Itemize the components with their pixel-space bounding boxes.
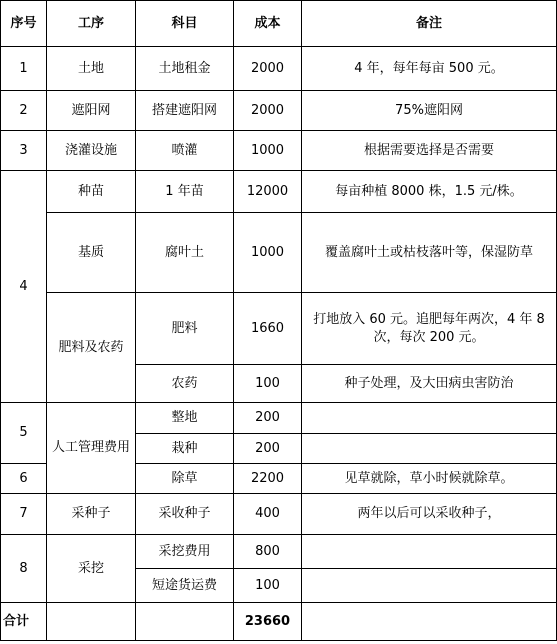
cost-cell: 12000 — [234, 171, 302, 213]
process-cell — [47, 603, 136, 641]
item-cell: 采挖费用 — [136, 535, 234, 569]
row-no: 5 — [1, 403, 47, 464]
table-row — [1, 47, 557, 91]
table-row — [1, 131, 557, 171]
table-row — [1, 494, 557, 535]
item-cell: 喷灌 — [136, 131, 234, 171]
item-cell — [136, 603, 234, 641]
row-no: 8 — [1, 535, 47, 603]
note-cell — [302, 569, 557, 603]
header-note: 备注 — [302, 1, 557, 47]
header-item: 科目 — [136, 1, 234, 47]
process-cell: 种苗 — [47, 171, 136, 213]
cost-cell: 1660 — [234, 293, 302, 365]
note-cell — [302, 434, 557, 464]
cost-cell: 200 — [234, 403, 302, 434]
process-cell: 采种子 — [47, 494, 136, 535]
note-cell: 4 年，每年每亩 500 元。 — [302, 47, 557, 91]
row-no: 3 — [1, 131, 47, 171]
cost-cell: 2000 — [234, 91, 302, 131]
header-cost: 成本 — [234, 1, 302, 47]
process-cell: 浇灌设施 — [47, 131, 136, 171]
note-cell — [302, 403, 557, 434]
cost-cell: 2200 — [234, 464, 302, 494]
note-cell — [302, 603, 557, 641]
process-cell: 肥料及农药 — [47, 293, 136, 403]
item-cell: 搭建遮阳网 — [136, 91, 234, 131]
item-cell: 农药 — [136, 365, 234, 403]
note-cell: 每亩种植 8000 株，1.5 元/株。 — [302, 171, 557, 213]
cost-cell: 2000 — [234, 47, 302, 91]
header-process: 工序 — [47, 1, 136, 47]
note-cell: 覆盖腐叶土或枯枝落叶等，保湿防草 — [302, 213, 557, 293]
table-row — [1, 403, 557, 434]
row-no: 2 — [1, 91, 47, 131]
cost-cell: 100 — [234, 569, 302, 603]
cost-cell: 1000 — [234, 131, 302, 171]
total-label: 合计 — [1, 603, 47, 641]
row-no: 7 — [1, 494, 47, 535]
row-no: 1 — [1, 47, 47, 91]
process-cell: 土地 — [47, 47, 136, 91]
table-row — [1, 535, 557, 569]
total-cost: 23660 — [234, 603, 302, 641]
note-cell: 75%遮阳网 — [302, 91, 557, 131]
item-cell: 腐叶土 — [136, 213, 234, 293]
process-cell: 采挖 — [47, 535, 136, 603]
note-cell — [302, 535, 557, 569]
process-cell: 基质 — [47, 213, 136, 293]
item-cell: 1 年苗 — [136, 171, 234, 213]
cost-cell: 1000 — [234, 213, 302, 293]
note-cell: 打地放入 60 元。追肥每年两次，4 年 8 次，每次 200 元。 — [302, 293, 557, 365]
header-row — [1, 1, 557, 47]
row-no: 6 — [1, 464, 47, 494]
cost-cell: 200 — [234, 434, 302, 464]
table-row — [1, 213, 557, 293]
item-cell: 整地 — [136, 403, 234, 434]
cost-cell: 400 — [234, 494, 302, 535]
item-cell: 土地租金 — [136, 47, 234, 91]
item-cell: 肥料 — [136, 293, 234, 365]
cost-cell: 100 — [234, 365, 302, 403]
table-row — [1, 91, 557, 131]
item-cell: 短途货运费 — [136, 569, 234, 603]
process-cell: 遮阳网 — [47, 91, 136, 131]
item-cell: 除草 — [136, 464, 234, 494]
note-cell: 见草就除，草小时候就除草。 — [302, 464, 557, 494]
row-no: 4 — [1, 171, 47, 403]
note-cell: 根据需要选择是否需要 — [302, 131, 557, 171]
total-row — [1, 603, 557, 641]
header-no: 序号 — [1, 1, 47, 47]
table-row — [1, 171, 557, 213]
note-cell: 种子处理，及大田病虫害防治 — [302, 365, 557, 403]
note-cell: 两年以后可以采收种子， — [302, 494, 557, 535]
process-cell: 人工管理费用 — [47, 403, 136, 494]
item-cell: 栽种 — [136, 434, 234, 464]
cost-cell: 800 — [234, 535, 302, 569]
table-row — [1, 293, 557, 365]
item-cell: 采收种子 — [136, 494, 234, 535]
